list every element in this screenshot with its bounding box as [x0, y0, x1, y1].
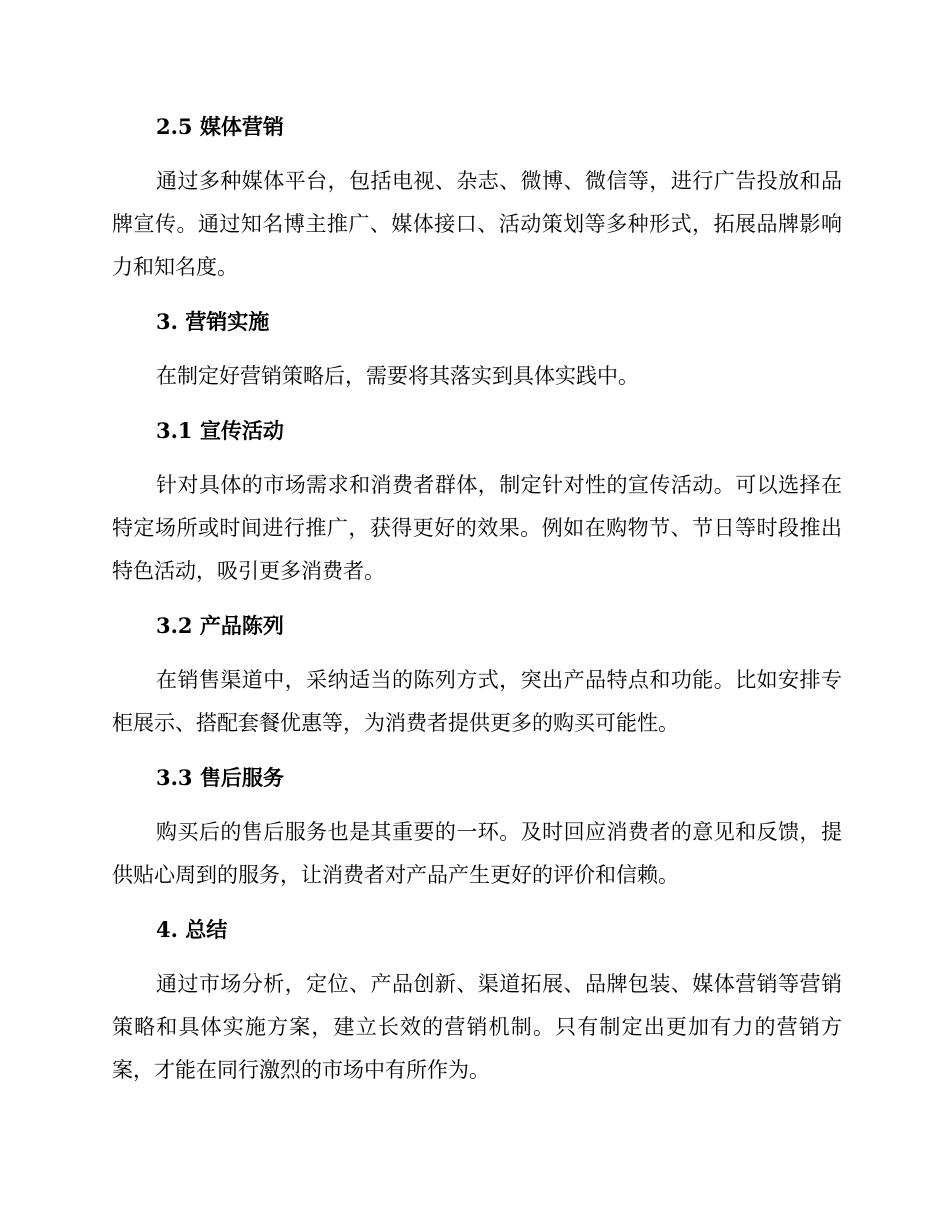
- section-heading-summary: 4. 总结: [156, 917, 228, 942]
- section-paragraph-media-marketing: 通过多种媒体平台，包括电视、杂志、微博、微信等，进行广告投放和品牌宣传。通过知名博主推广、媒体接口、活动策划等多种形式，拓展品牌影响力和知名度。: [112, 169, 842, 279]
- section-paragraph-product-display: 在销售渠道中，采纳适当的陈列方式，突出产品特点和功能。比如安排专柜展示、搭配套餐优惠等，为消费者提供更多的购买可能性。: [112, 668, 842, 735]
- section-paragraph-marketing-implementation: 在制定好营销策略后，需要将其落实到具体实践中。: [156, 364, 639, 388]
- section-heading-promotion-activities: 3.1 宣传活动: [156, 418, 284, 443]
- section-paragraph-after-sales-service: 购买后的售后服务也是其重要的一环。及时回应消费者的意见和反馈，提供贴心周到的服务，让消费者对产品产生更好的评价和信赖。: [112, 820, 842, 887]
- section-heading-after-sales-service: 3.3 售后服务: [156, 765, 284, 790]
- document-page: [112, 106, 842, 1092]
- section-heading-media-marketing: 2.5 媒体营销: [156, 114, 284, 139]
- section-heading-marketing-implementation: 3. 营销实施: [156, 309, 270, 334]
- section-paragraph-promotion-activities: 针对具体的市场需求和消费者群体，制定针对性的宣传活动。可以选择在特定场所或时间进行推广，获得更好的效果。例如在购物节、节日等时段推出特色活动，吸引更多消费者。: [112, 473, 842, 583]
- section-paragraph-summary: 通过市场分析，定位、产品创新、渠道拓展、品牌包装、媒体营销等营销策略和具体实施方案，建立长效的营销机制。只有制定出更加有力的营销方案，才能在同行激烈的市场中有所作为。: [112, 972, 842, 1082]
- section-heading-product-display: 3.2 产品陈列: [156, 613, 284, 638]
